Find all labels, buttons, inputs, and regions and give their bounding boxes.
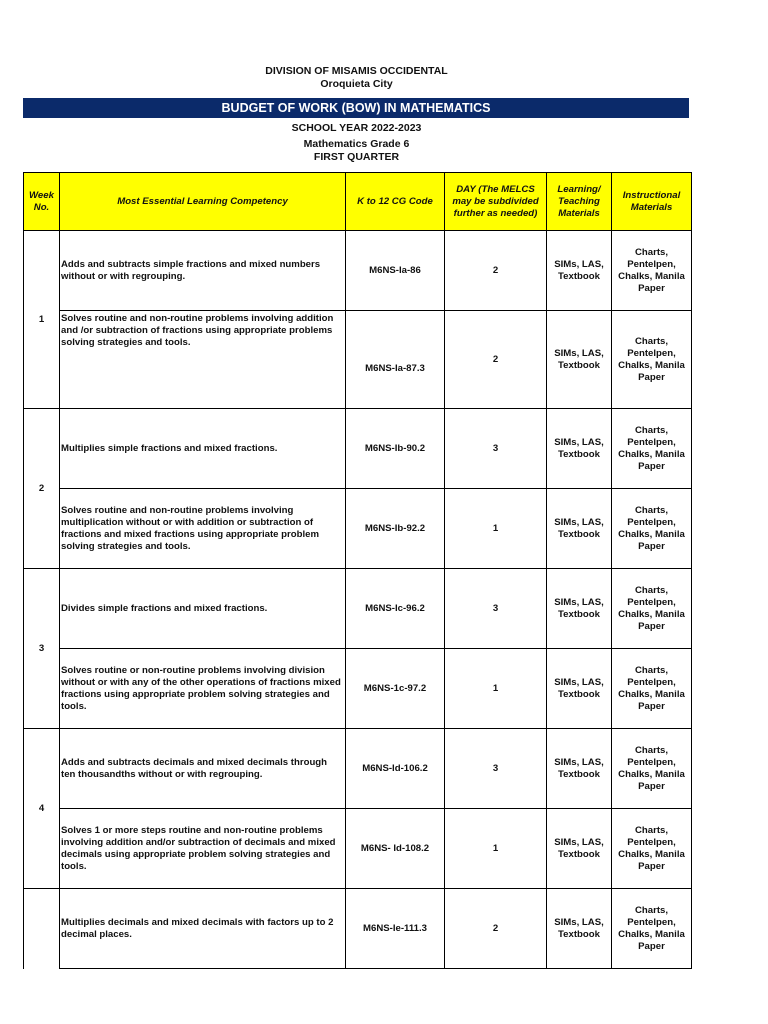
- column-header-week: Week No.: [24, 173, 60, 231]
- week-number: [24, 889, 60, 969]
- instructional-materials-cell: Charts, Pentelpen, Chalks, Manila Paper: [612, 489, 692, 569]
- cg-code-cell: M6NS-Ib-92.2: [346, 489, 445, 569]
- table-header-row: [24, 173, 692, 231]
- cg-code-cell: M6NS-Ic-96.2: [346, 569, 445, 649]
- cg-code-cell: M6NS-Ia-87.3: [346, 311, 445, 409]
- column-header-learning-materials: Learning/ Teaching Materials: [547, 173, 612, 231]
- week-number: 3: [24, 569, 60, 729]
- table-row: [24, 231, 692, 311]
- day-cell: 3: [445, 569, 547, 649]
- competency-cell: Solves routine and non-routine problems involving multiplication without or with addition or subtraction of fractions and mixed fractions using appropriate problem solving strategies and tools.: [60, 489, 346, 569]
- learning-materials-cell: SIMs, LAS, Textbook: [547, 569, 612, 649]
- cg-code-cell: M6NS- Id-108.2: [346, 809, 445, 889]
- learning-materials-cell: SIMs, LAS, Textbook: [547, 729, 612, 809]
- day-cell: 2: [445, 889, 547, 969]
- grade-level: Mathematics Grade 6: [303, 138, 410, 150]
- day-cell: 1: [445, 809, 547, 889]
- instructional-materials-cell: Charts, Pentelpen, Chalks, Manila Paper: [612, 649, 692, 729]
- table-row: [24, 311, 692, 409]
- cg-code-cell: M6NS-1c-97.2: [346, 649, 445, 729]
- learning-materials-cell: SIMs, LAS, Textbook: [547, 809, 612, 889]
- competency-cell: Multiplies decimals and mixed decimals with factors up to 2 decimal places.: [60, 889, 346, 969]
- column-header-code: K to 12 CG Code: [346, 173, 445, 231]
- table-row: [24, 729, 692, 809]
- school-year: SCHOOL YEAR 2022-2023: [291, 122, 422, 134]
- document-title: BUDGET OF WORK (BOW) IN MATHEMATICS: [23, 98, 689, 118]
- table-row: [24, 889, 692, 969]
- column-header-day: DAY (The MELCS may be subdivided further as needed): [445, 173, 547, 231]
- competency-cell: Solves routine or non-routine problems involving division without or with any of the other operations of fractions mixed fractions using appropriate problem solving strategies and tools.: [60, 649, 346, 729]
- learning-materials-cell: SIMs, LAS, Textbook: [547, 409, 612, 489]
- competency-cell: Divides simple fractions and mixed fractions.: [60, 569, 346, 649]
- learning-materials-cell: SIMs, LAS, Textbook: [547, 231, 612, 311]
- table-row: [24, 809, 692, 889]
- column-header-competency: Most Essential Learning Competency: [60, 173, 346, 231]
- instructional-materials-cell: Charts, Pentelpen, Chalks, Manila Paper: [612, 231, 692, 311]
- learning-materials-cell: SIMs, LAS, Textbook: [547, 311, 612, 409]
- instructional-materials-cell: Charts, Pentelpen, Chalks, Manila Paper: [612, 409, 692, 489]
- week-number: 1: [24, 231, 60, 409]
- table-row: [24, 409, 692, 489]
- competency-cell: Solves routine and non-routine problems involving addition and /or subtraction of fractions using appropriate problems solving strategies and tools.: [60, 311, 346, 409]
- cg-code-cell: M6NS-Ie-111.3: [346, 889, 445, 969]
- column-header-instructional-materials: Instructional Materials: [612, 173, 692, 231]
- day-cell: 3: [445, 729, 547, 809]
- day-cell: 2: [445, 231, 547, 311]
- table-row: [24, 489, 692, 569]
- week-number: 4: [24, 729, 60, 889]
- competency-cell: Adds and subtracts decimals and mixed decimals through ten thousandths without or with regrouping.: [60, 729, 346, 809]
- city-heading: Oroquieta City: [320, 78, 393, 90]
- instructional-materials-cell: Charts, Pentelpen, Chalks, Manila Paper: [612, 569, 692, 649]
- day-cell: 1: [445, 649, 547, 729]
- day-cell: 2: [445, 311, 547, 409]
- competency-cell: Adds and subtracts simple fractions and mixed numbers without or with regrouping.: [60, 231, 346, 311]
- division-heading: DIVISION OF MISAMIS OCCIDENTAL: [265, 65, 448, 77]
- instructional-materials-cell: Charts, Pentelpen, Chalks, Manila Paper: [612, 729, 692, 809]
- instructional-materials-cell: Charts, Pentelpen, Chalks, Manila Paper: [612, 809, 692, 889]
- learning-materials-cell: SIMs, LAS, Textbook: [547, 889, 612, 969]
- week-number: 2: [24, 409, 60, 569]
- budget-of-work-table: [23, 172, 692, 969]
- competency-cell: Multiplies simple fractions and mixed fractions.: [60, 409, 346, 489]
- day-cell: 3: [445, 409, 547, 489]
- cg-code-cell: M6NS-Id-106.2: [346, 729, 445, 809]
- cg-code-cell: M6NS-Ib-90.2: [346, 409, 445, 489]
- table-row: [24, 569, 692, 649]
- instructional-materials-cell: Charts, Pentelpen, Chalks, Manila Paper: [612, 311, 692, 409]
- learning-materials-cell: SIMs, LAS, Textbook: [547, 649, 612, 729]
- cg-code-cell: M6NS-Ia-86: [346, 231, 445, 311]
- quarter-label: FIRST QUARTER: [313, 151, 400, 163]
- instructional-materials-cell: Charts, Pentelpen, Chalks, Manila Paper: [612, 889, 692, 969]
- learning-materials-cell: SIMs, LAS, Textbook: [547, 489, 612, 569]
- day-cell: 1: [445, 489, 547, 569]
- competency-cell: Solves 1 or more steps routine and non-routine problems involving addition and/or subtraction of decimals and mixed decimals using appropriate problem solving strategies and tools.: [60, 809, 346, 889]
- table-row: [24, 649, 692, 729]
